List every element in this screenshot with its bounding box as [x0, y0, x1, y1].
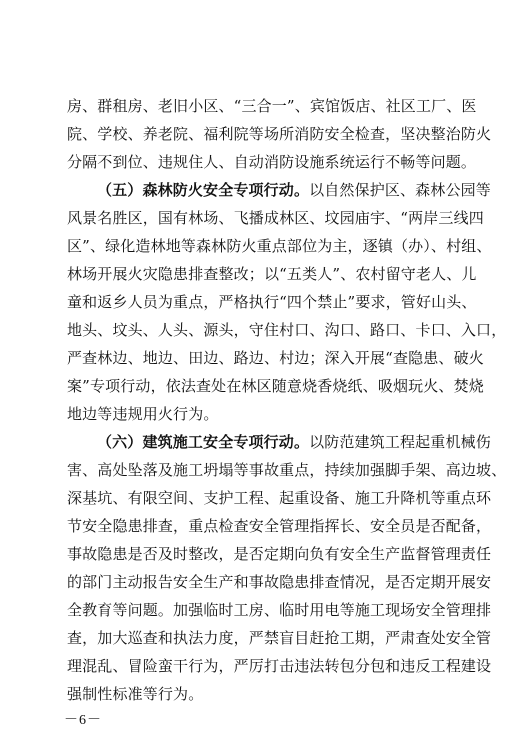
page-number: －6－ [64, 713, 102, 728]
text-line: 查，加大巡查和执法力度，严禁盲目赶抢工期，严肃查处安全管 [67, 629, 492, 647]
text-line: 区”、绿化造林地等森林防火重点部位为主，逐镇（办）、村组、 [67, 237, 492, 255]
text-line: 分隔不到位、违规住人、自动消防设施系统运行不畅等问题。 [67, 153, 477, 171]
text-line: 的部门主动报告安全生产和事故隐患排查情况，是否定期开展安 [67, 573, 492, 591]
text-line: 以防范建筑工程起重机械伤 [309, 433, 491, 451]
text-line: 事故隐患是否及时整改，是否定期向负有安全生产监督管理责任 [67, 545, 492, 563]
section-6-heading: （六）建筑施工安全专项行动。 [97, 433, 310, 451]
section-5-first-line [97, 177, 491, 203]
text-line: 林场开展火灾隐患排查整改；以“五类人”、农村留守老人、儿 [67, 265, 477, 283]
text-line: 强制性标准等行为。 [67, 685, 204, 703]
text-line: 地头、坟头、人头、源头，守住村口、沟口、路口、卡口、入口， [67, 321, 507, 339]
text-line: 全教育等问题。加强临时工房、临时用电等施工现场安全管理排 [67, 601, 492, 619]
text-line: 深基坑、有限空间、支护工程、起重设备、施工升降机等重点环 [67, 489, 492, 507]
text-line: 以自然保护区、森林公园等 [309, 181, 491, 199]
text-line: 节安全隐患排查，重点检查安全管理指挥长、安全员是否配备， [67, 517, 492, 535]
section-5-heading: （五）森林防火安全专项行动。 [97, 181, 310, 199]
text-line: 院、学校、养老院、福利院等场所消防安全检查，坚决整治防火 [67, 125, 492, 143]
text-line: 案”专项行动，依法查处在林区随意烧香烧纸、吸烟玩火、焚烧 [67, 377, 484, 395]
text-line: 理混乱、冒险蛮干行为，严厉打击违法转包分包和违反工程建设 [67, 657, 492, 675]
text-line: 风景名胜区，国有林场、飞播成林区、坟园庙宇、“两岸三线四 [67, 209, 484, 227]
section-6-first-line [97, 429, 491, 455]
text-line: 房、群租房、老旧小区、“三合一”、宾馆饭店、社区工厂、医 [67, 97, 477, 115]
text-line: 害、高处坠落及施工坍塌等事故重点，持续加强脚手架、高边坡、 [67, 461, 507, 479]
text-line: 地边等违规用火行为。 [67, 405, 219, 423]
text-line: 童和返乡人员为重点，严格执行“四个禁止”要求，管好山头、 [67, 293, 477, 311]
text-line: 严查林边、地边、田边、路边、村边；深入开展“查隐患、破火 [67, 349, 484, 367]
